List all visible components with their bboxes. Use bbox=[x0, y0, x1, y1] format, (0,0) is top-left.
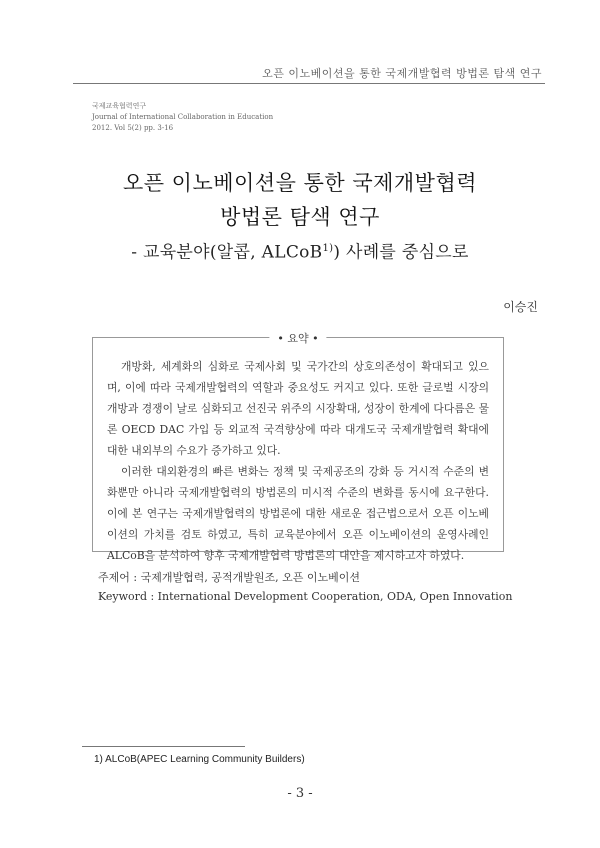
keywords bbox=[98, 568, 513, 606]
keywords-english: Keyword : International Development Cooperation, ODA, Open Innovation bbox=[98, 590, 513, 603]
subtitle-post: ) 사례를 중심으로 bbox=[333, 242, 469, 263]
running-header: 오픈 이노베이션을 통한 국제개발협력 방법론 탐색 연구 bbox=[262, 67, 542, 80]
journal-name-ko: 국제교육협력연구 bbox=[92, 102, 147, 110]
abstract-heading: • 요약 • bbox=[269, 330, 326, 346]
abstract-box bbox=[92, 332, 504, 562]
subtitle-pre: - 교육분야(알콥, ALCoB bbox=[131, 242, 323, 263]
footnote-rule bbox=[82, 746, 245, 747]
page-number: - 3 - bbox=[287, 786, 313, 801]
header-rule bbox=[73, 83, 545, 84]
paper-title-line2: 방법론 탐색 연구 bbox=[220, 205, 380, 229]
abstract-paragraph-2: 이러한 대외환경의 빠른 변화는 정책 및 국제공조의 강화 등 거시적 수준의 변화뿐만 아니라 국제개발협력의 방법론의 미시적 수준의 변화를 동시에 요구한다. 이에 본 연구는 국제개발협력의 방법론에 대한 새로운 접근법으로서 오픈 이노베이션의 가치를 검토 하였고, 특히 교육분야에서 오픈 이노베이션의 운영사례인 ALCoB을 분석하여 향후 국제개발협력 방법론의 대안을 제시하고자 하였다. bbox=[107, 465, 489, 562]
footnote: 1) ALCoB(APEC Learning Community Builders) bbox=[94, 754, 305, 765]
title-block bbox=[0, 166, 600, 268]
footnote-marker[interactable]: 1) bbox=[322, 243, 334, 254]
journal-info bbox=[92, 101, 273, 134]
keywords-korean: 주제어 : 국제개발협력, 공적개발원조, 오픈 이노베이션 bbox=[98, 571, 360, 584]
journal-name-en: Journal of International Collaboration in Education bbox=[92, 113, 274, 121]
paper-title-line1: 오픈 이노베이션을 통한 국제개발협력 bbox=[122, 171, 478, 195]
journal-citation: 2012. Vol 5(2) pp. 3-16 bbox=[92, 124, 174, 132]
abstract-paragraph-1: 개방화, 세계화의 심화로 국제사회 및 국가간의 상호의존성이 확대되고 있으며, 이에 따라 국제개발협력의 역할과 중요성도 커지고 있다. 또한 글로벌 시장의 개방과 경쟁이 날로 심화되고 선진국 위주의 시장확대, 성장이 한계에 다다름은 물론 OECD DAC 가입 등 외교적 국격향상에 따라 대개도국 국제개발협력 확대에 대한 내외부의 수요가 증가하고 있다. bbox=[107, 360, 489, 457]
author-name: 이승진 bbox=[503, 300, 538, 314]
paper-subtitle bbox=[0, 234, 600, 268]
abstract-body bbox=[107, 356, 489, 566]
